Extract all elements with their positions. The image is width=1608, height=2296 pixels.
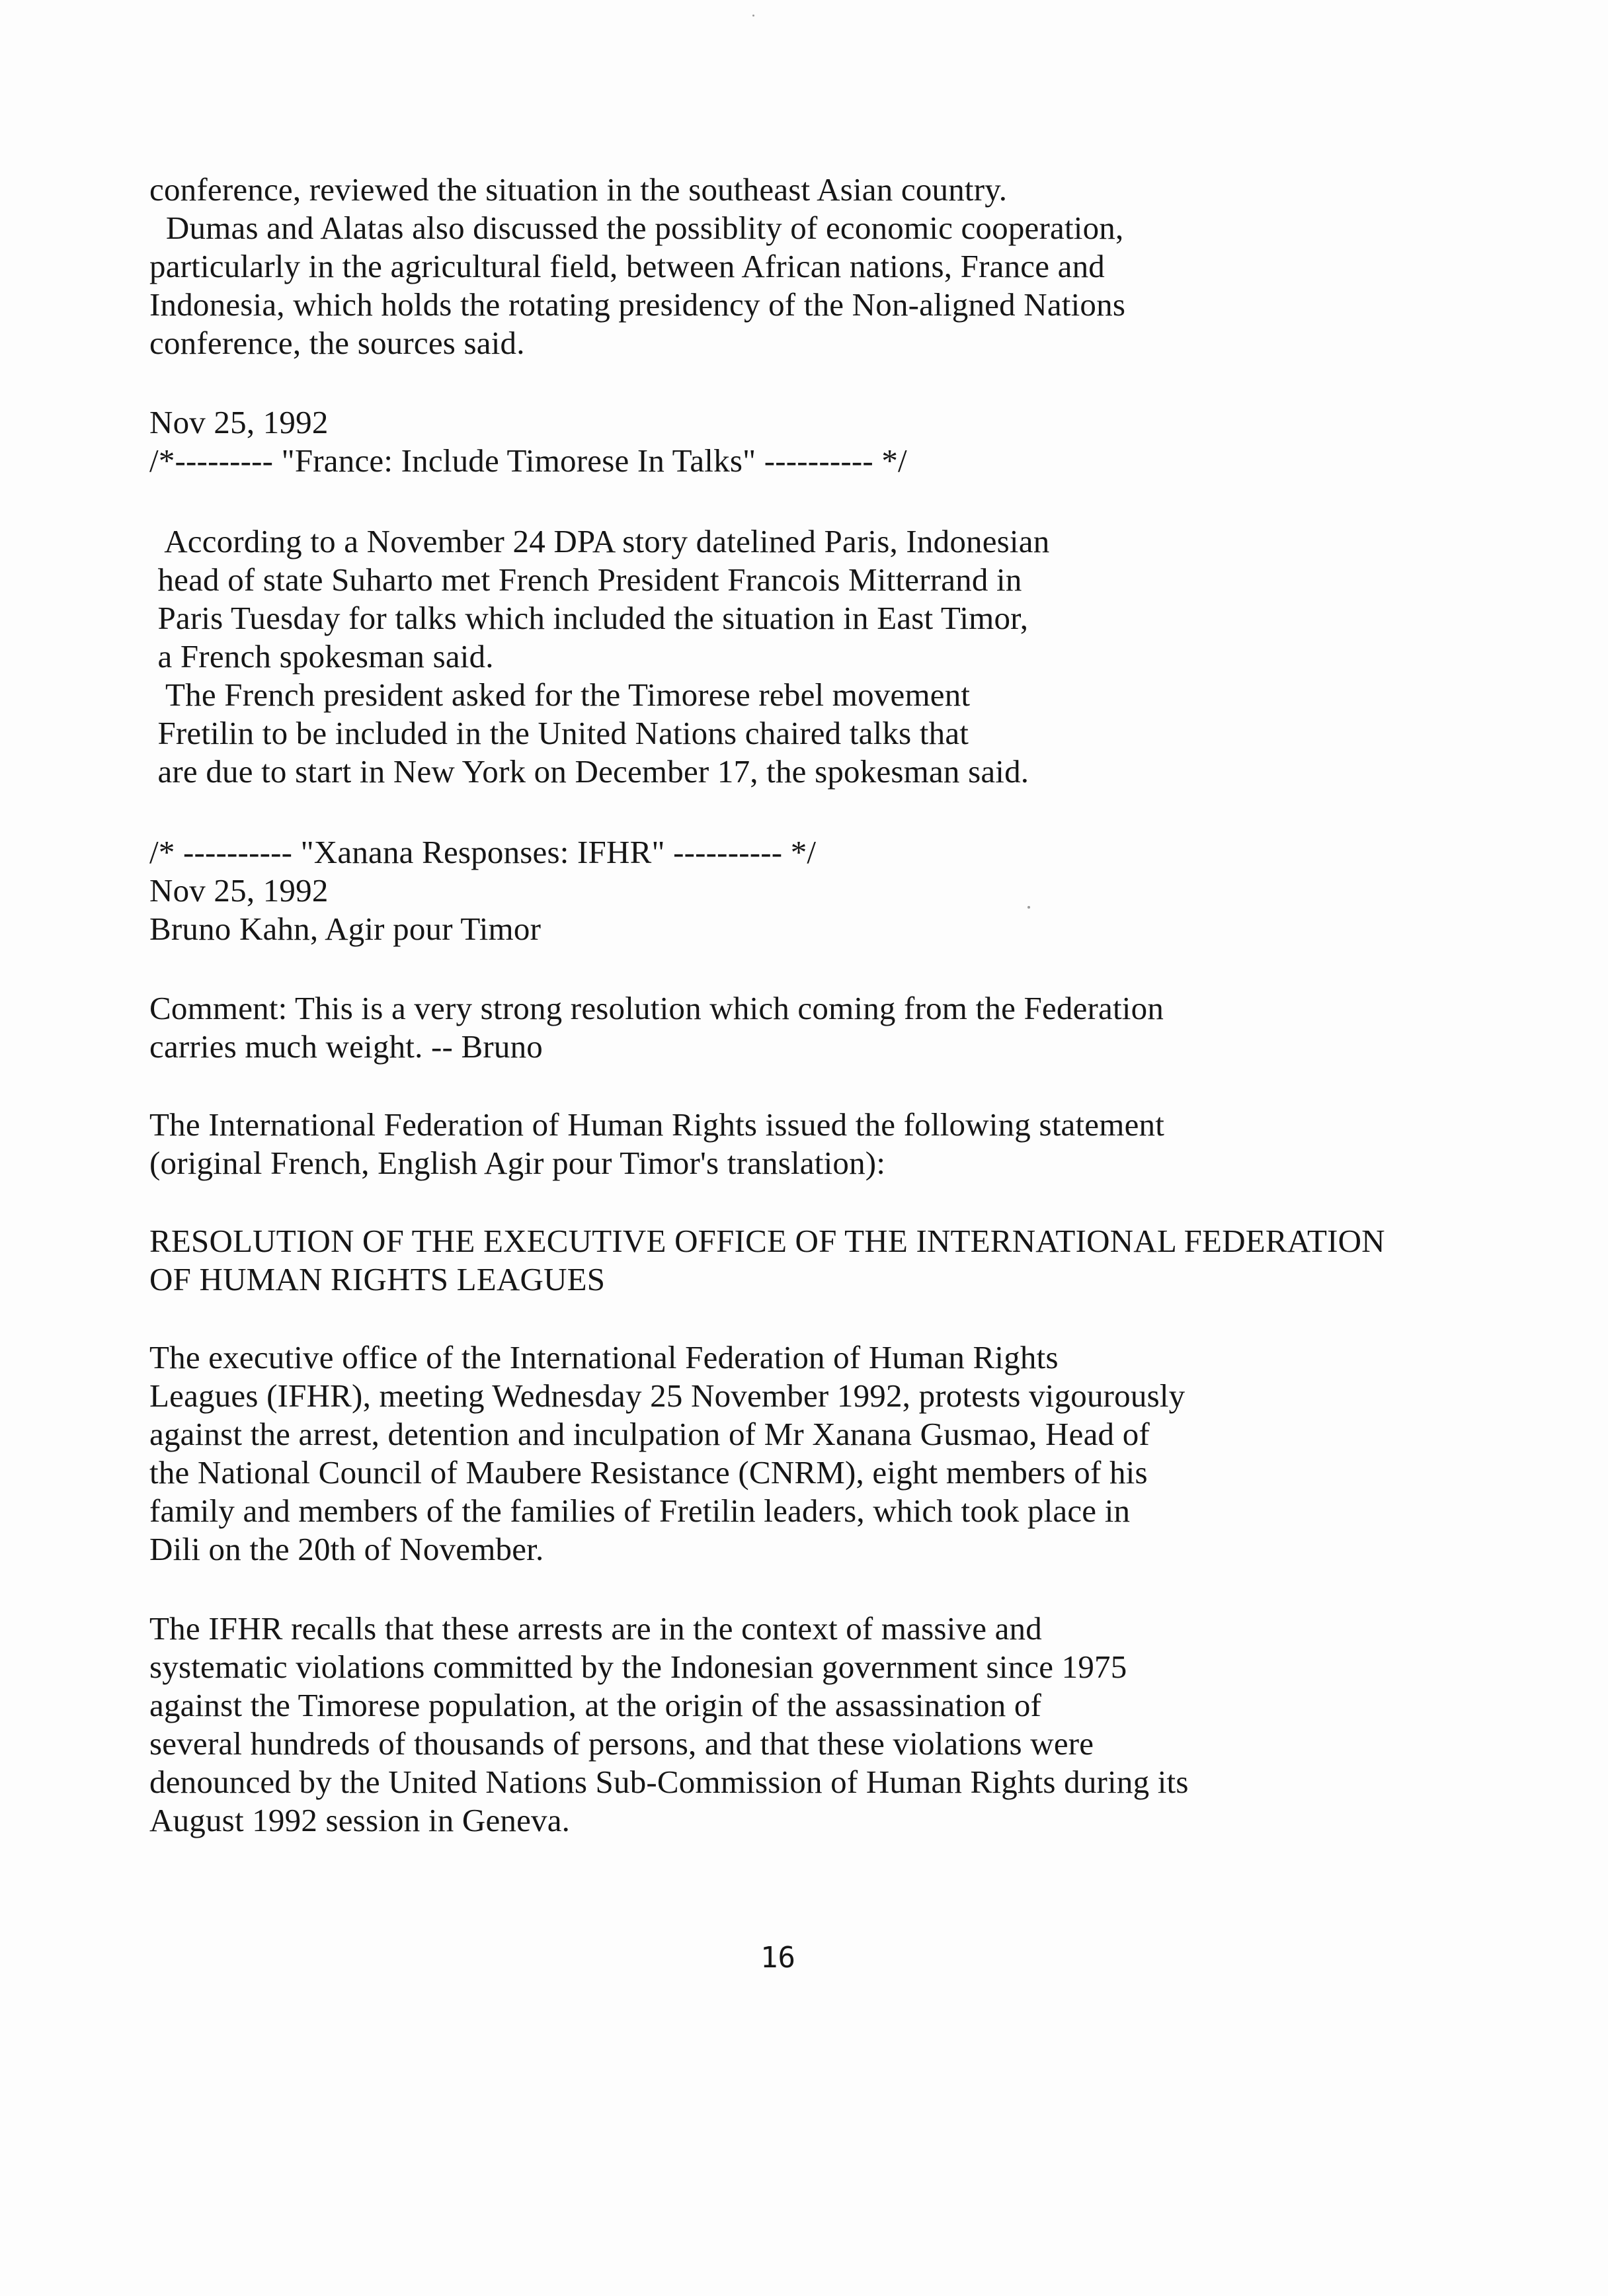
text-line: Comment: This is a very strong resolution which coming from the Federation bbox=[149, 990, 1164, 1026]
text-line: Dumas and Alatas also discussed the possiblity of economic cooperation, bbox=[149, 210, 1124, 246]
text-line: The executive office of the International Federation of Human Rights bbox=[149, 1339, 1059, 1375]
text-line: a French spokesman said. bbox=[149, 638, 494, 675]
text-line: head of state Suharto met French President Francois Mitterrand in bbox=[149, 561, 1022, 598]
text-line: OF HUMAN RIGHTS LEAGUES bbox=[149, 1261, 606, 1297]
story-byline: Bruno Kahn, Agir pour Timor bbox=[149, 911, 542, 947]
text-line: are due to start in New York on December 17, the spokesman said. bbox=[149, 753, 1029, 790]
text-line: denounced by the United Nations Sub-Commission of Human Rights during its bbox=[149, 1764, 1189, 1800]
story-date: Nov 25, 1992 bbox=[149, 872, 329, 909]
text-line: family and members of the families of Fretilin leaders, which took place in bbox=[149, 1493, 1131, 1529]
text-line: Paris Tuesday for talks which included the situation in East Timor, bbox=[149, 600, 1029, 636]
scan-speck bbox=[1027, 906, 1030, 909]
text-line: RESOLUTION OF THE EXECUTIVE OFFICE OF THE INTERNATIONAL FEDERATION bbox=[149, 1223, 1385, 1259]
text-line: conference, reviewed the situation in the southeast Asian country. bbox=[149, 171, 1008, 208]
text-line: several hundreds of thousands of persons, and that these violations were bbox=[149, 1725, 1094, 1762]
story-date: Nov 25, 1992 bbox=[149, 404, 329, 440]
text-line: particularly in the agricultural field, between African nations, France and bbox=[149, 248, 1105, 284]
text-line: The French president asked for the Timorese rebel movement bbox=[149, 676, 971, 713]
text-line: carries much weight. -- Bruno bbox=[149, 1028, 543, 1065]
text-line: According to a November 24 DPA story datelined Paris, Indonesian bbox=[149, 523, 1050, 559]
text-line: The International Federation of Human Rights issued the following statement bbox=[149, 1106, 1165, 1143]
text-line: against the arrest, detention and inculpation of Mr Xanana Gusmao, Head of bbox=[149, 1416, 1150, 1452]
text-line: The IFHR recalls that these arrests are in the context of massive and bbox=[149, 1610, 1042, 1647]
page-number: 16 bbox=[760, 1941, 795, 1975]
text-line: the National Council of Maubere Resistance (CNRM), eight members of his bbox=[149, 1454, 1148, 1491]
story-header: /*--------- "France: Include Timorese In Talks" ---------- */ bbox=[149, 442, 907, 479]
story-header: /* ---------- "Xanana Responses: IFHR" ---------- */ bbox=[149, 834, 817, 870]
text-line: Leagues (IFHR), meeting Wednesday 25 November 1992, protests vigourously bbox=[149, 1377, 1186, 1414]
text-line: against the Timorese population, at the origin of the assassination of bbox=[149, 1687, 1042, 1723]
text-line: Dili on the 20th of November. bbox=[149, 1531, 544, 1567]
text-line: Fretilin to be included in the United Nations chaired talks that bbox=[149, 715, 969, 751]
text-line: Indonesia, which holds the rotating presidency of the Non-aligned Nations bbox=[149, 286, 1126, 323]
text-line: systematic violations committed by the Indonesian government since 1975 bbox=[149, 1649, 1127, 1685]
text-line: August 1992 session in Geneva. bbox=[149, 1802, 571, 1838]
scan-speck bbox=[752, 15, 754, 17]
text-line: (original French, English Agir pour Timor's translation): bbox=[149, 1145, 886, 1181]
text-line: conference, the sources said. bbox=[149, 325, 525, 361]
